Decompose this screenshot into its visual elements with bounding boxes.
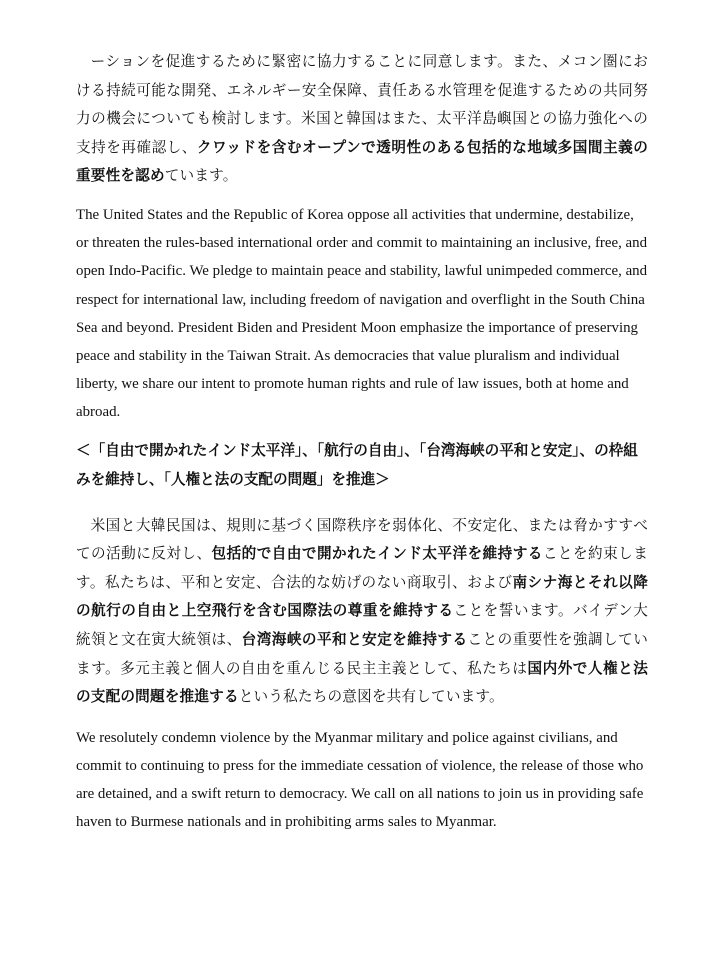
jp2-segment-3: ことを約束します。私たちは、平和と安定、合法的な妨げのない商取引、および	[76, 545, 649, 591]
document-page	[76, 48, 648, 837]
jp2-segment-9: という私たちの意図を共有しています。	[238, 688, 504, 706]
jp2-segment-1: 米国と大韓民国は、規則に基づく国際秩序を弱体化、不安定化、または脅かすすべての活動に反対し、	[76, 516, 648, 563]
jp2-bold-segment-6: 台湾海峡の平和と安定を維持する	[241, 630, 468, 648]
jp1-segment-1: ーションを促進するために緊密に協力することに同意します。また、メコン圏における持続可能な開発、エネルギー安全保障、責任ある水管理を促進するための共同努力の機会についても検討します。米国と韓国はまた、太平洋島嶼国との協力強化への支持を再確認し、	[76, 53, 648, 156]
jp1-bold-segment-2: クワッドを含むオープンで透明性のある包括的な地域多国間主義の重要性を認め	[76, 138, 648, 185]
english-paragraph-1: The United States and the Republic of Korea oppose all activities that undermine, destabilize, or threaten the rules-based international order and commit to maintaining an inclusive, free, and open Indo-Pacific. We pledge to maintain peace and stability, lawful unimpeded commerce, and respect for international law, including freedom of navigation and overflight in the South China Sea and beyond. President Biden and President Moon emphasize the importance of preserving peace and stability in the Taiwan Strait. As democracies that value pluralism and individual liberty, we share our intent to promote human rights and rule of law issues, both at home and abroad.	[76, 206, 648, 421]
section-heading: ＜「自由で開かれたインド太平洋」、「航行の自由」、「台湾海峡の平和と安定」、の枠組みを維持し、「人権と法の支配の問題」を推進＞	[76, 441, 638, 488]
japanese-paragraph-1	[76, 48, 648, 191]
jp2-bold-segment-4: 南シナ海とそれ以降の航行の自由と上空飛行を含む国際法の尊重を維持する	[76, 573, 648, 620]
jp1-segment-3: ています。	[164, 167, 238, 185]
jp2-segment-5: ことを誓います。バイデン大統領と文在寅大統領は、	[76, 602, 648, 648]
english-paragraph-2: We resolutely condemn violence by the Myanmar military and police against civilians, and commit to continuing to press for the immediate cessation of violence, the release of those who are detained, and a swift return to democracy. We call on all nations to join us in providing safe haven to Burmese nationals and in prohibiting arms sales to Myanmar.	[76, 729, 644, 831]
jp2-bold-segment-8: 国内外で人権と法の支配の問題を推進する	[76, 659, 649, 706]
jp2-bold-segment-2: 包括的で自由で開かれたインド太平洋を維持する	[211, 545, 543, 563]
jp2-segment-7: ことの重要性を強調しています。多元主義と個人の自由を重んじる民主主義として、私たちは	[76, 630, 648, 677]
japanese-paragraph-2	[76, 512, 648, 712]
